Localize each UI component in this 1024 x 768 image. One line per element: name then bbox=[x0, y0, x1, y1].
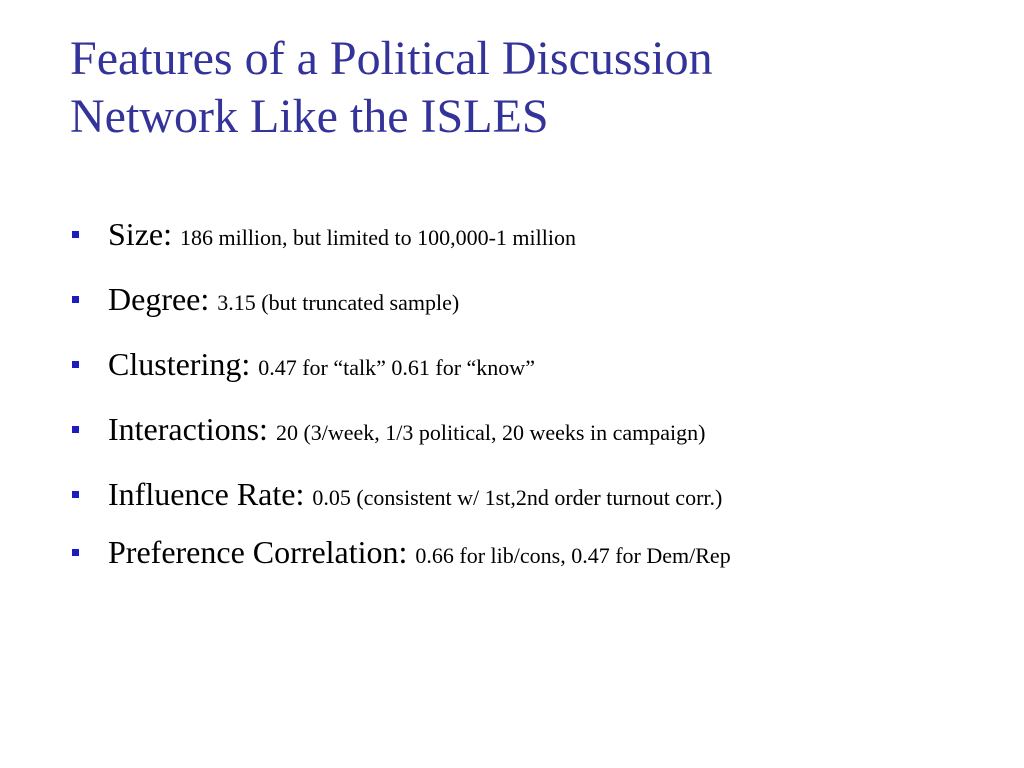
bullet-term bbox=[108, 532, 731, 576]
slide-title-line-1: Features of a Political Discussion bbox=[70, 32, 713, 85]
bullet-term-label: Interactions: bbox=[108, 411, 268, 447]
bullet-term-label: Clustering: bbox=[108, 346, 251, 382]
bullet-value: 0.66 for lib/cons, 0.47 for Dem/Rep bbox=[415, 543, 731, 568]
bullet-term bbox=[108, 474, 722, 518]
bullet-value: 0.05 (consistent w/ 1st,2nd order turnout corr.) bbox=[312, 485, 723, 510]
square-bullet-icon bbox=[72, 231, 79, 238]
bullet-value: 20 (3/week, 1/3 political, 20 weeks in campaign) bbox=[275, 420, 706, 445]
bullet-term bbox=[108, 409, 705, 453]
square-bullet-icon bbox=[72, 491, 79, 498]
bullet-value: 186 million, but limited to 100,000-1 million bbox=[179, 225, 576, 250]
square-bullet-icon bbox=[72, 549, 79, 556]
bullet-value: 3.15 (but truncated sample) bbox=[217, 290, 460, 315]
bullet-term-label: Preference Correlation: bbox=[108, 534, 408, 570]
bullet-value: 0.47 for “talk” 0.61 for “know” bbox=[258, 355, 535, 380]
bullet-term bbox=[108, 279, 459, 323]
square-bullet-icon bbox=[72, 296, 79, 303]
square-bullet-icon bbox=[72, 426, 79, 433]
square-bullet-icon bbox=[72, 361, 79, 368]
slide-title-line-2: Network Like the ISLES bbox=[70, 90, 549, 143]
bullet-term-label: Size: bbox=[108, 216, 172, 252]
bullet-term bbox=[108, 214, 576, 258]
bullet-term bbox=[108, 344, 535, 388]
bullet-term-label: Influence Rate: bbox=[108, 476, 305, 512]
bullet-term-label: Degree: bbox=[108, 281, 210, 317]
